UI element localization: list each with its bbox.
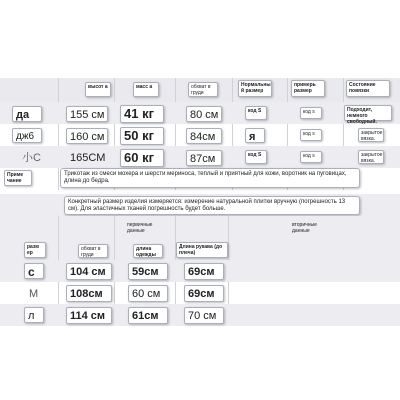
weight-value: 41 кг <box>120 105 164 123</box>
condition-value: закрытое вязка. <box>358 150 384 164</box>
table-row <box>0 260 400 282</box>
table-row <box>0 282 400 304</box>
header-weight: масс а <box>133 82 159 97</box>
table-row <box>0 146 400 168</box>
height-value: 155 см <box>66 106 108 122</box>
length-value: 60 см <box>128 285 168 302</box>
condition-value: закрытое вязка. <box>358 128 384 142</box>
header-chest: обхват в груди <box>188 82 218 97</box>
chest-value: 104 см <box>66 263 112 280</box>
sleeve-value: 69см <box>184 263 224 280</box>
chest-value: 108см <box>66 285 112 302</box>
try-size-value: код s <box>300 151 322 163</box>
header-height: высот а <box>85 82 111 97</box>
header-chest: обхват в груди <box>78 244 108 258</box>
length-value: 61см <box>128 307 168 324</box>
sleeve-value: 69см <box>184 285 224 302</box>
measurement-note: Конкретный размер изделия измеряется: измерение натуральной плитки вручную (погрешность 13 см). Для эластичных тканей погрешность будет больше. <box>64 196 360 215</box>
table-row <box>0 304 400 326</box>
normal-size-value: код S <box>245 150 267 164</box>
row-label: М <box>29 288 39 300</box>
chest-value: 80 см <box>186 106 222 122</box>
chest-value: 87см <box>186 150 222 166</box>
sleeve-value: 70 см <box>184 307 224 324</box>
weight-value: 60 кг <box>120 149 164 167</box>
chest-value: 114 см <box>66 307 112 324</box>
header-condition: Состояние повязки <box>346 80 390 97</box>
row-label: да <box>12 106 42 122</box>
row-label: л <box>24 307 44 323</box>
condition-value: Подходит, немного свободный. <box>344 105 392 121</box>
height-value: 165CM <box>70 152 106 164</box>
group-flat-label: первичные данные <box>127 222 153 234</box>
header-sleeve: Длина рукава (до плеча) <box>176 242 228 258</box>
header-normal-size: Нормальны й размер <box>238 80 272 97</box>
table-row <box>0 102 400 124</box>
group-secondary-label: вторичные данные <box>292 222 317 234</box>
length-value: 59см <box>128 263 168 280</box>
header-try-size: примерь размер <box>291 80 325 97</box>
row-label: 小C <box>22 152 41 164</box>
height-value: 160 см <box>66 128 108 144</box>
fabric-label: Приме чание <box>4 170 32 186</box>
try-size-value: код s <box>300 107 322 119</box>
row-label: с <box>24 263 44 279</box>
chest-value: 84см <box>186 128 222 144</box>
normal-size-value: я <box>245 128 265 143</box>
table-row <box>0 124 400 146</box>
header-size: разм ер <box>24 242 46 258</box>
fabric-description: Трикотаж из смеси мохера и шерсти мериноса, теплый и приятный для кожи, воротник на пуговицах, длина до бедра. <box>60 168 360 188</box>
normal-size-value: код S <box>245 106 267 120</box>
try-size-value: код s <box>300 129 322 141</box>
header-length: длина одежды <box>133 244 163 258</box>
weight-value: 50 кг <box>120 127 164 145</box>
row-label: дж6 <box>12 128 42 143</box>
